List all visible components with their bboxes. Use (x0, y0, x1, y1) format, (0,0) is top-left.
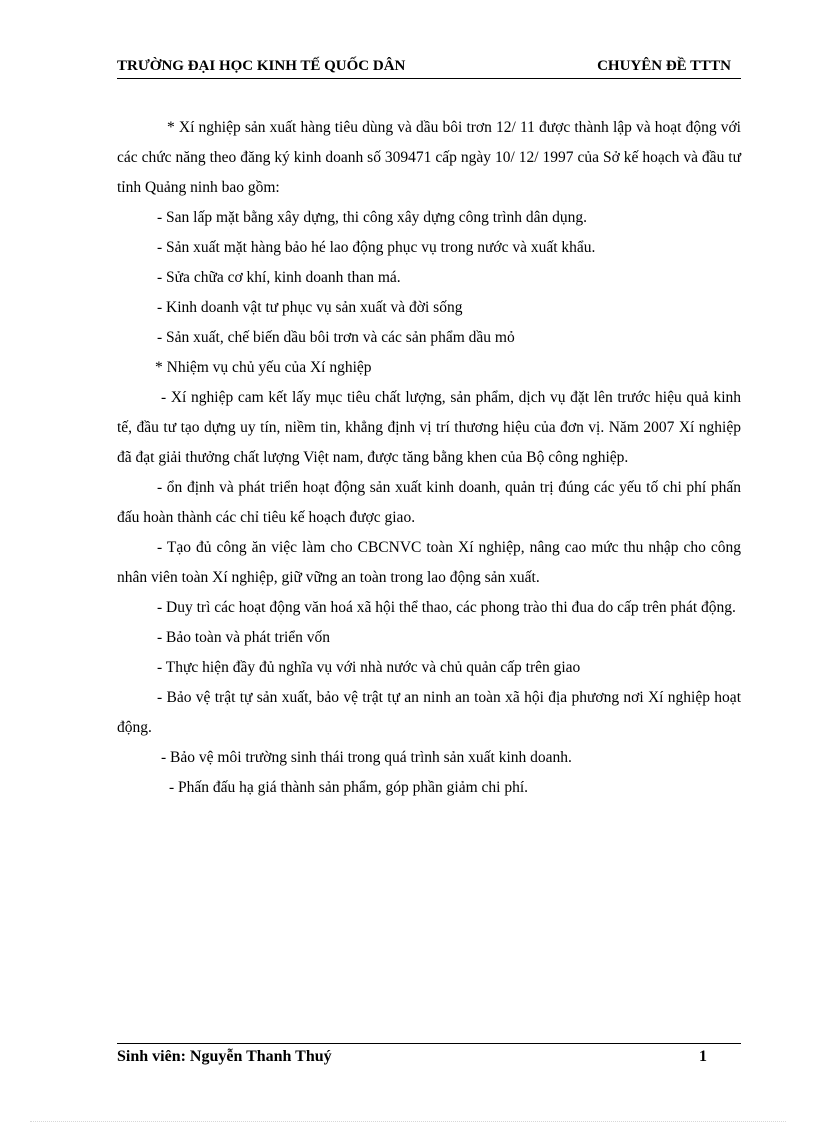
list-item: - Phấn đấu hạ giá thành sản phẩm, góp phần giảm chi phí. (169, 779, 529, 796)
page-footer (117, 1043, 741, 1068)
document-body (117, 113, 741, 803)
list-item: - Thực hiện đầy đủ nghĩa vụ với nhà nước và chủ quản cấp trên giao (157, 659, 581, 676)
list-item: - Xí nghiệp cam kết lấy mục tiêu chất lượng, sản phẩm, dịch vụ đặt lên trước hiệu quả kinh tế, đầu tư tạo dựng uy tín, niềm tin, khẳng định vị trí thương hiệu của đơn vị. Năm 2007 Xí nghiệp đã đạt giải thưởng chất lượng Việt nam, được tăng bằng khen của Bộ công nghiệp. (117, 389, 741, 466)
list-item: - Tạo đủ công ăn việc làm cho CBCNVC toàn Xí nghiệp, nâng cao mức thu nhập cho công nhân viên toàn Xí nghiệp, giữ vững an toàn trong lao động sản xuất. (117, 539, 741, 586)
page-number: 1 (699, 1048, 707, 1065)
student-name: Sinh viên: Nguyễn Thanh Thuý (117, 1048, 332, 1065)
list-item: - Bảo toàn và phát triển vốn (157, 629, 331, 646)
list-item: - Kinh doanh vật tư phục vụ sản xuất và đời sống (157, 299, 463, 316)
page-header (117, 58, 741, 79)
section-heading: * Nhiệm vụ chủ yếu của Xí nghiệp (155, 359, 372, 376)
list-item: - Sản xuất, chế biến dầu bôi trơn và các sản phẩm dầu mỏ (157, 329, 515, 346)
list-item: - Sửa chữa cơ khí, kinh doanh than má. (157, 269, 401, 286)
list-item: - Sản xuất mặt hàng bảo hé lao động phục vụ trong nước và xuất khẩu. (157, 239, 596, 256)
list-item: - Bảo vệ môi trường sinh thái trong quá trình sản xuất kinh doanh. (161, 749, 572, 766)
list-item: - Bảo vệ trật tự sản xuất, bảo vệ trật tự an ninh an toàn xã hội địa phương nơi Xí nghiệp hoạt động. (117, 689, 741, 736)
list-item: - Duy trì các hoạt động văn hoá xã hội thể thao, các phong trào thi đua do cấp trên phát động. (157, 599, 736, 616)
page-bottom-divider (30, 1121, 786, 1122)
list-item: - San lấp mặt bằng xây dựng, thi công xây dựng công trình dân dụng. (157, 209, 588, 226)
university-name: TRƯỜNG ĐẠI HỌC KINH TẾ QUỐC DÂN (117, 58, 406, 74)
document-type: CHUYÊN ĐỀ TTTN (597, 58, 731, 74)
list-item: - ổn định và phát triển hoạt động sản xuất kinh doanh, quản trị đúng các yếu tố chi phí phấn đấu hoàn thành các chỉ tiêu kế hoạch được giao. (117, 479, 741, 526)
paragraph-intro: * Xí nghiệp sản xuất hàng tiêu dùng và dầu bôi trơn 12/ 11 được thành lập và hoạt động với các chức năng theo đăng ký kinh doanh số 309471 cấp ngày 10/ 12/ 1997 của Sở kế hoạch và đầu tư tỉnh Quảng ninh bao gồm: (117, 119, 741, 196)
